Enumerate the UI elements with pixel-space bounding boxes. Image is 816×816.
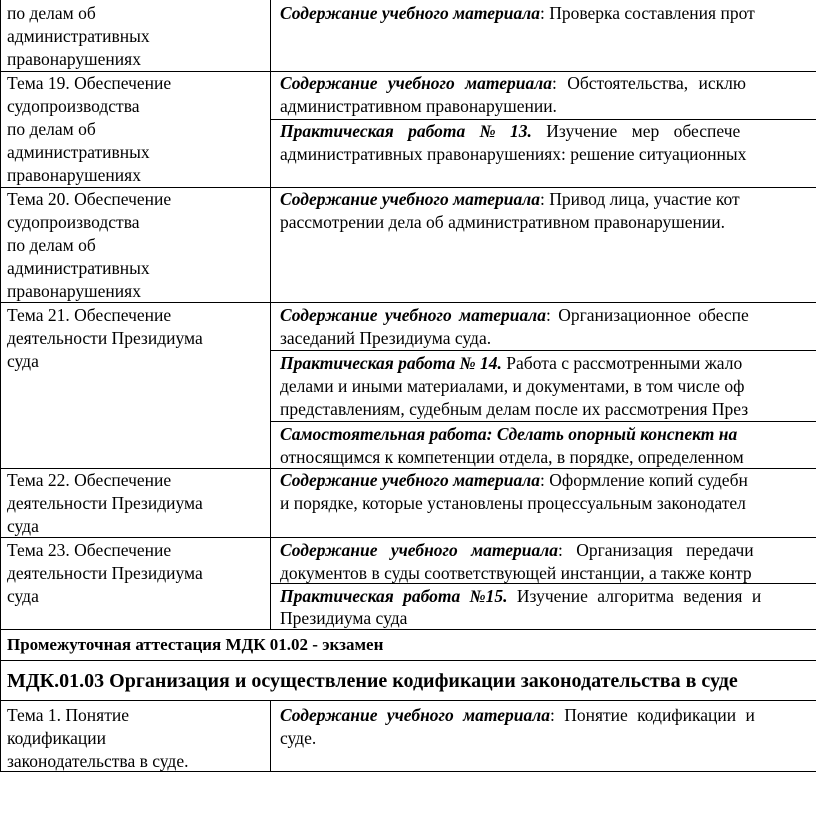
content-cell-line: заседаний Президиума суда. [280, 328, 492, 348]
topic-cell-line: деятельности Президиума [7, 328, 203, 348]
content-cell-line [280, 585, 761, 608]
content-text: Работа с рассмотренными жало [501, 353, 743, 373]
content-cell-line: документов в суды соответствующей инстанции, а также контр [280, 563, 752, 583]
topic-cell-line: кодификации [7, 728, 106, 748]
content-label: Содержание учебного материала [280, 3, 540, 23]
topic-cell-line: административных [7, 142, 150, 162]
content-cell-line [280, 120, 740, 143]
topic-cell-line: законодательства в суде. [7, 751, 189, 771]
topic-cell-line: Тема 1. Понятие [7, 705, 129, 725]
topic-cell-line: Тема 22. Обеспечение [7, 470, 172, 490]
content-text: : Привод лица, участие кот [539, 189, 740, 209]
topic-cell-line: административных [7, 258, 150, 278]
content-text: Изучение мер обеспече [531, 121, 741, 141]
content-label: Содержание учебного материала [280, 705, 550, 725]
row-divider [0, 660, 816, 661]
content-cell-line: представлениям, судебным делам после их рассмотрения През [280, 399, 749, 419]
content-cell-line: суде. [280, 728, 317, 748]
content-label: Содержание учебного материала [280, 305, 546, 325]
content-cell-line [280, 704, 755, 727]
content-cell-line: административном правонарушении. [280, 96, 557, 116]
practical-work-label: Практическая работа № 13. [280, 121, 532, 141]
topic-cell-line: деятельности Президиума [7, 493, 203, 513]
topic-cell-line: судопроизводства [7, 212, 140, 232]
content-text: Изучение алгоритма ведения и [507, 586, 762, 606]
module-title: МДК.01.03 Организация и осуществление кодификации законодательства в суде [7, 670, 738, 692]
content-cell-line [280, 423, 737, 446]
content-label: Содержание учебного материала [280, 540, 558, 560]
topic-cell-line: по делам об [7, 235, 96, 255]
content-cell-line [280, 304, 749, 327]
topic-cell-line: правонарушениях [7, 49, 141, 69]
cell-divider [270, 350, 816, 351]
practical-work-label: Практическая работа № 14. [280, 353, 502, 373]
topic-cell-line: по делам об [7, 3, 96, 23]
content-label: Содержание учебного материала [280, 189, 540, 209]
cell-divider [270, 421, 816, 422]
topic-cell-line: судопроизводства [7, 96, 140, 116]
content-label: Содержание учебного материала [280, 73, 552, 93]
content-text: : Организационное обеспе [545, 305, 749, 325]
column-divider [270, 0, 271, 629]
content-text: : Обстоятельства, исклю [551, 73, 746, 93]
topic-cell-line: Тема 19. Обеспечение [7, 73, 172, 93]
topic-cell-line: Тема 21. Обеспечение [7, 305, 172, 325]
topic-cell-line: Тема 23. Обеспечение [7, 540, 172, 560]
column-divider [270, 700, 271, 771]
content-cell-line: относящимся к компетенции отдела, в порядке, определенном [280, 447, 744, 467]
topic-cell-line: деятельности Президиума [7, 563, 203, 583]
row-divider [0, 629, 816, 630]
self-study-label: Самостоятельная работа: Сделать опорный конспект на [280, 424, 738, 444]
content-cell-line [280, 2, 755, 25]
content-cell-line: Президиума суда [280, 608, 408, 628]
content-cell-line [280, 539, 754, 562]
content-cell-line [280, 72, 746, 95]
content-label: Содержание учебного материала [280, 470, 540, 490]
topic-cell-line: правонарушениях [7, 165, 141, 185]
attestation-row: Промежуточная аттестация МДК 01.02 - экзамен [7, 635, 384, 654]
topic-cell-line: по делам об [7, 119, 96, 139]
topic-cell-line: суда [7, 586, 39, 606]
content-text: : Оформление копий судебн [539, 470, 748, 490]
content-cell-line: делами и иными материалами, и документами, в том числе оф [280, 376, 745, 396]
practical-work-label: Практическая работа №15. [280, 586, 508, 606]
content-text: : Организация передачи [557, 540, 754, 560]
row-divider [0, 537, 816, 538]
content-cell-line: рассмотрении дела об административном правонарушении. [280, 212, 726, 232]
topic-cell-line: Тема 20. Обеспечение [7, 189, 172, 209]
content-text: : Проверка составления прот [539, 3, 755, 23]
table-border-left [0, 0, 1, 771]
topic-cell-line: суда [7, 516, 39, 536]
content-text: : Понятие кодификации и [549, 705, 755, 725]
topic-cell-line: административных [7, 26, 150, 46]
content-cell-line [280, 188, 740, 211]
row-divider [0, 700, 816, 701]
content-cell-line: и порядке, которые установлены процессуальным законодател [280, 493, 746, 513]
topic-cell-line: суда [7, 351, 39, 371]
content-cell-line [280, 352, 742, 375]
content-cell-line [280, 469, 748, 492]
topic-cell-line: правонарушениях [7, 281, 141, 301]
content-cell-line: административных правонарушениях: решение ситуационных [280, 144, 747, 164]
